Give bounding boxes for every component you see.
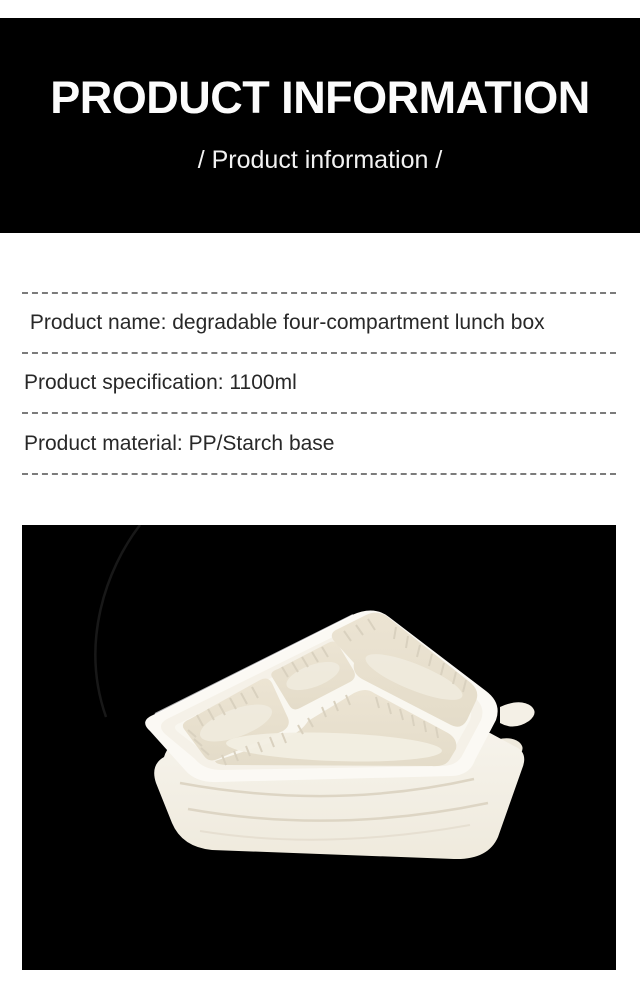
spec-row-material bbox=[22, 412, 616, 475]
page-subtitle: / Product information / bbox=[197, 146, 443, 174]
spec-row-product-name bbox=[22, 292, 616, 352]
page-title: PRODUCT INFORMATION bbox=[50, 72, 590, 123]
spec-row-specification bbox=[22, 352, 616, 412]
lunchbox-illustration bbox=[22, 525, 616, 970]
header-banner bbox=[0, 18, 640, 233]
spec-text-material: Product material: PP/Starch base bbox=[24, 431, 335, 455]
spec-text-specification: Product specification: 1100ml bbox=[24, 371, 297, 394]
product-photo bbox=[22, 525, 616, 970]
spec-text-product-name: Product name: degradable four-compartment lunch box bbox=[24, 311, 545, 334]
spec-list bbox=[22, 292, 616, 475]
